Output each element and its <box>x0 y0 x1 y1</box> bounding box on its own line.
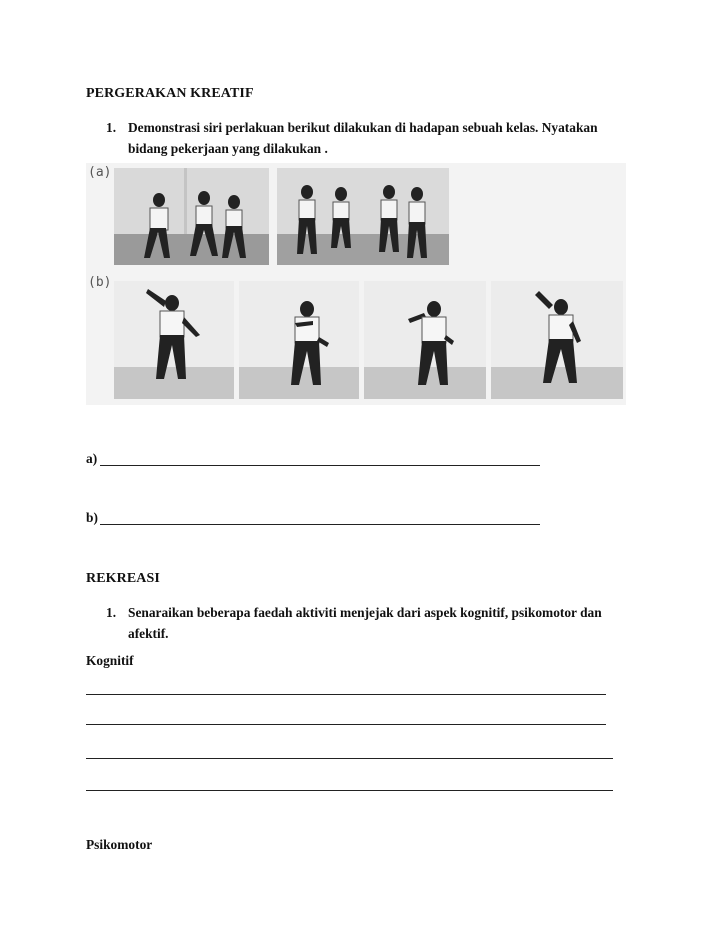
photo-a1 <box>114 168 269 265</box>
photo-b1 <box>114 281 234 399</box>
photo-b4 <box>491 281 623 399</box>
answer-b-line[interactable] <box>100 524 540 525</box>
kognitif-label: Kognitif <box>86 653 134 668</box>
question-text-line-1: Demonstrasi siri perlakuan berikut dilakukan di hadapan sebuah kelas. Nyatakan <box>128 120 598 135</box>
kognitif-answer-line-1[interactable] <box>86 694 606 695</box>
figure-label-b: (b) <box>88 275 112 290</box>
question-text-line-2: bidang pekerjaan yang dilakukan . <box>128 141 328 156</box>
photo-a2 <box>277 168 449 265</box>
kognitif-answer-line-2[interactable] <box>86 724 606 725</box>
kognitif-answer-line-4[interactable] <box>86 790 613 791</box>
section-title-rekreasi: REKREASI <box>86 571 160 586</box>
answer-a-label: a) <box>86 451 98 466</box>
psikomotor-label: Psikomotor <box>86 837 153 852</box>
kognitif-answer-line-3[interactable] <box>86 758 613 759</box>
figure-label-a: (a) <box>88 165 112 180</box>
answer-a-line[interactable] <box>100 465 540 466</box>
question-text <box>128 602 648 644</box>
demonstration-figure <box>86 163 626 405</box>
question-text <box>128 117 648 159</box>
answer-b-label: b) <box>86 510 98 525</box>
question-pergerakan <box>106 117 666 161</box>
question-text-line-2: afektif. <box>128 626 169 641</box>
photo-b2 <box>239 281 359 399</box>
photo-b3 <box>364 281 486 399</box>
question-number: 1. <box>106 120 117 135</box>
question-text-line-1: Senaraikan beberapa faedah aktiviti menjejak dari aspek kognitif, psikomotor dan <box>128 605 602 620</box>
section-title-pergerakan-kreatif: PERGERAKAN KREATIF <box>86 86 254 101</box>
question-number: 1. <box>106 605 117 620</box>
question-rekreasi <box>106 602 666 646</box>
